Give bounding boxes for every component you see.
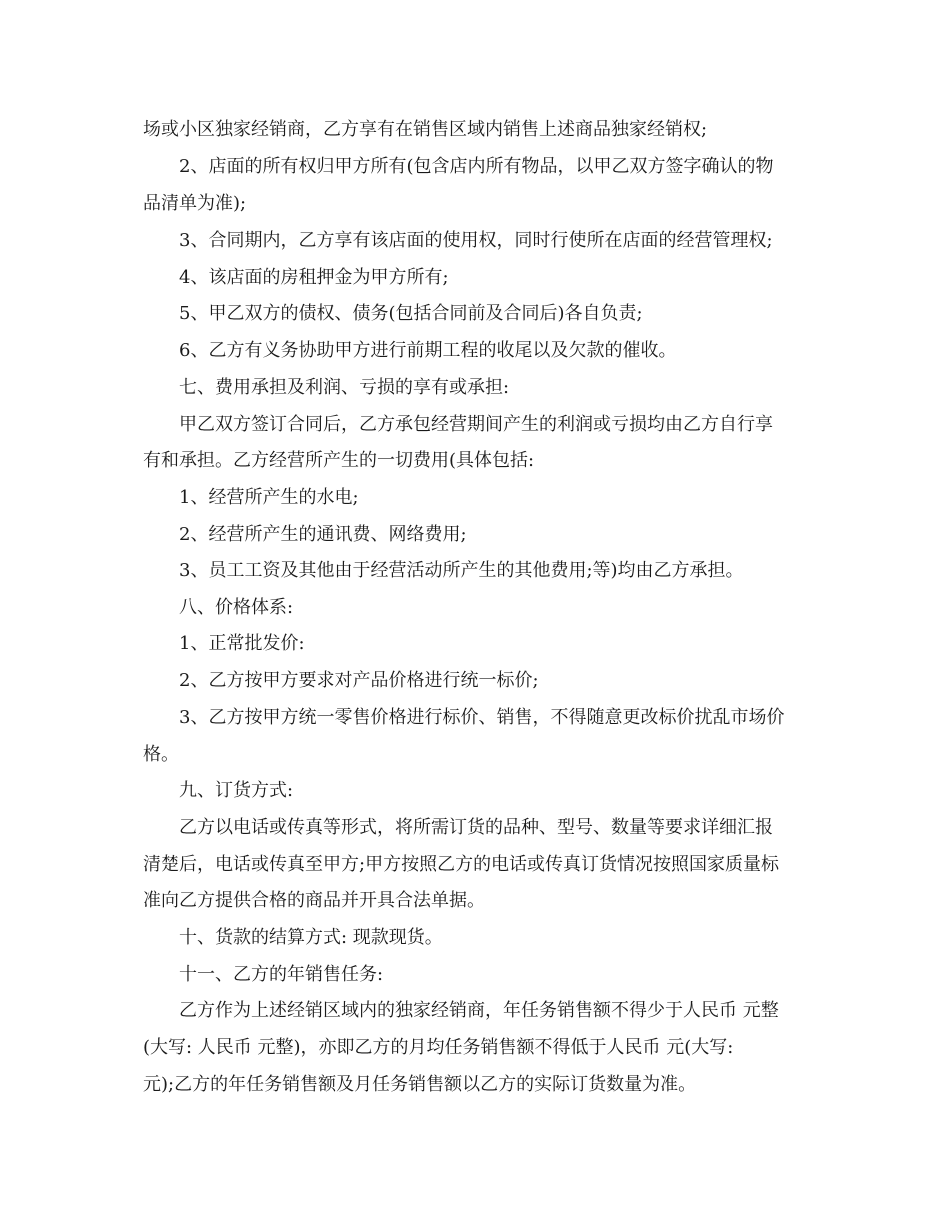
text-line: 5、甲乙双方的债权、债务(包括合同前及合同后)各自负责;	[179, 303, 643, 324]
text-line: 格。	[143, 744, 179, 765]
text-line: 2、乙方按甲方要求对产品价格进行统一标价;	[179, 670, 539, 691]
text-line: 3、乙方按甲方统一零售价格进行标价、销售，不得随意更改标价扰乱市场价	[179, 707, 785, 728]
text-line: 3、员工工资及其他由于经营活动所产生的其他费用;等)均由乙方承担。	[179, 560, 744, 581]
section-heading: 十一、乙方的年销售任务:	[179, 964, 384, 985]
text-line: 3、合同期内，乙方享有该店面的使用权，同时行使所在店面的经营管理权;	[179, 230, 773, 251]
section-heading: 十、货款的结算方式: 现款现货。	[179, 927, 443, 948]
text-line: 6、乙方有义务协助甲方进行前期工程的收尾以及欠款的催收。	[179, 340, 677, 361]
text-line: 乙方以电话或传真等形式，将所需订货的品种、型号、数量等要求详细汇报	[179, 817, 773, 838]
text-line: 1、经营所产生的水电;	[179, 487, 359, 508]
section-heading: 七、费用承担及利润、亏损的享有或承担:	[179, 377, 510, 398]
text-line: 1、正常批发价:	[179, 633, 305, 654]
text-line: (大写: 人民币 元整)，亦即乙方的月均任务销售额不得低于人民币 元(大写:	[143, 1037, 734, 1058]
text-line: 甲乙双方签订合同后，乙方承包经营期间产生的利润或亏损均由乙方自行享	[179, 414, 773, 435]
text-line: 有和承担。乙方经营所产生的一切费用(具体包括:	[143, 450, 535, 471]
text-line: 清楚后，电话或传真至甲方;甲方按照乙方的电话或传真订货情况按照国家质量标	[143, 854, 780, 875]
text-line: 场或小区独家经销商，乙方享有在销售区域内销售上述商品独家经销权;	[143, 119, 708, 140]
text-line: 元);乙方的年任务销售额及月任务销售额以乙方的实际订货数量为准。	[143, 1074, 697, 1095]
text-line: 2、经营所产生的通讯费、网络费用;	[179, 524, 467, 545]
section-heading: 八、价格体系:	[179, 597, 294, 618]
text-line: 4、该店面的房租押金为甲方所有;	[179, 267, 449, 288]
text-line: 2、店面的所有权归甲方所有(包含店内所有物品，以甲乙双方签字确认的物	[179, 156, 774, 177]
text-line: 品清单为准);	[143, 193, 247, 214]
text-line: 准向乙方提供合格的商品并开具合法单据。	[143, 890, 485, 911]
section-heading: 九、订货方式:	[179, 780, 294, 801]
text-line: 乙方作为上述经销区域内的独家经销商，年任务销售额不得少于人民币 元整	[179, 1000, 779, 1021]
